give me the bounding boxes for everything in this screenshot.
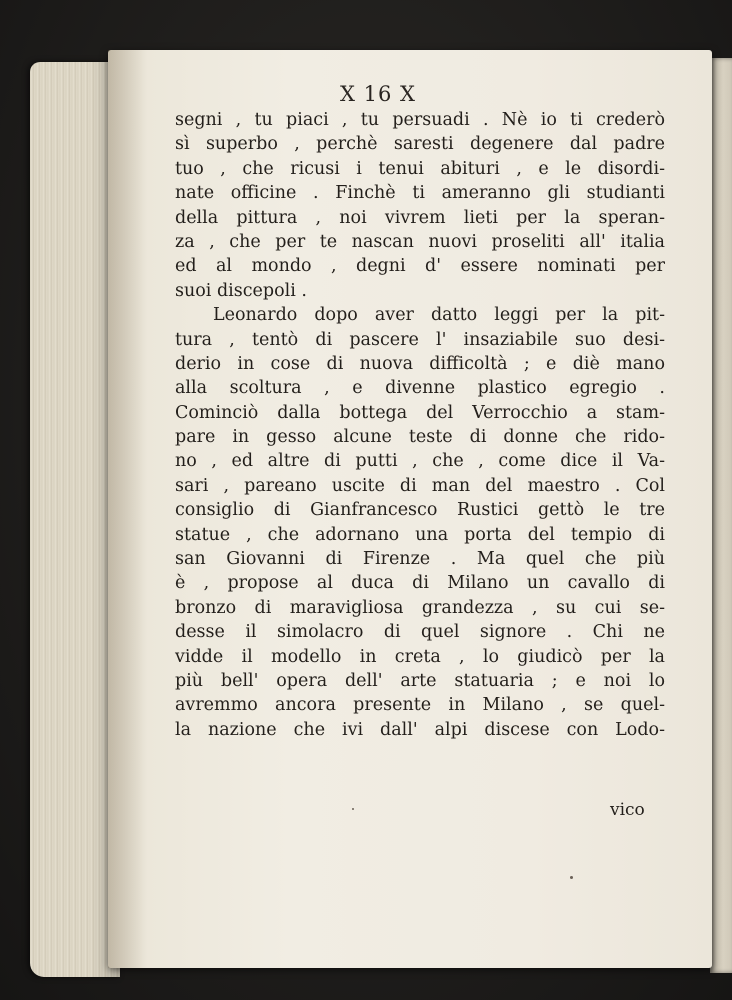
text-line: Cominciò dalla bottega del Verrocchio a stam- xyxy=(175,402,665,423)
text-line: più bell' opera dell' arte statuaria ; e noi lo xyxy=(175,670,665,691)
stacked-page-edges xyxy=(30,62,120,977)
text-line: tuo , che ricusi i tenui abituri , e le disordi- xyxy=(175,158,665,179)
text-line: no , ed altre di putti , che , come dice il Va- xyxy=(175,451,665,472)
text-line: pare in gesso alcune teste di donne che rido- xyxy=(175,427,665,448)
text-line: Leonardo dopo aver datto leggi per la pit- xyxy=(213,305,665,326)
text-line: vidde il modello in creta , lo giudicò per la xyxy=(175,646,665,667)
text-line: è , propose al duca di Milano un cavallo di xyxy=(175,573,665,594)
paper-speck xyxy=(352,808,354,810)
text-line: la nazione che ivi dall' alpi discese con Lodo- xyxy=(175,719,665,740)
text-line: sì superbo , perchè saresti degenere dal padre xyxy=(175,134,665,155)
text-line: sari , pareano uscite di man del maestro . Col xyxy=(175,475,665,496)
text-line: derio in cose di nuova difficoltà ; e diè mano xyxy=(175,353,665,374)
facing-page-edge xyxy=(710,58,732,973)
text-line: ed al mondo , degni d' essere nominati per xyxy=(175,256,665,277)
text-line: statue , che adornano una porta del tempio di xyxy=(175,524,665,545)
paper-speck xyxy=(570,876,573,879)
text-line: tura , tentò di pascere l' insaziabile suo desi- xyxy=(175,329,665,350)
catchword: vico xyxy=(610,800,645,820)
text-line: suoi discepoli . xyxy=(175,280,307,301)
text-line: bronzo di maravigliosa grandezza , su cui se- xyxy=(175,597,665,618)
text-line: alla scoltura , e divenne plastico egregio . xyxy=(175,378,665,399)
text-line: segni , tu piaci , tu persuadi . Nè io ti crederò xyxy=(175,110,665,130)
text-line: della pittura , noi vivrem lieti per la speran- xyxy=(175,207,665,228)
text-line: desse il simolacro di quel signore . Chi ne xyxy=(175,622,665,643)
text-line: avremmo ancora presente in Milano , se quel- xyxy=(175,695,665,716)
text-line: san Giovanni di Firenze . Ma quel che più xyxy=(175,549,665,570)
body-text xyxy=(175,108,665,742)
page-number-header: X 16 X xyxy=(340,82,416,106)
text-line: za , che per te nascan nuovi proseliti all' italia xyxy=(175,231,665,252)
text-line: consiglio di Gianfrancesco Rustici gettò le tre xyxy=(175,500,665,521)
text-line: nate officine . Finchè ti ameranno gli studianti xyxy=(175,183,665,204)
